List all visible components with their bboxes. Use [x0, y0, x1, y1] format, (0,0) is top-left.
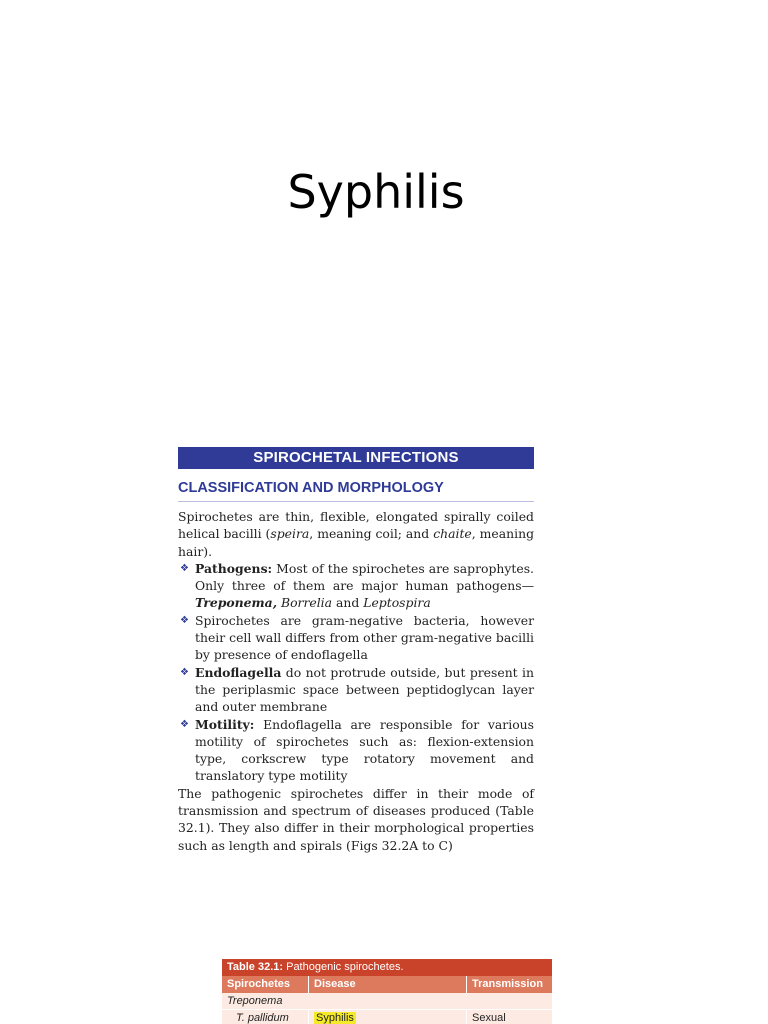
- bullet-lead: Motility:: [195, 716, 255, 732]
- bullet-text: Spirochetes are gram-negative bacteria, however their cell wall differs from other gram-negative bacilli by presence of endoflagella: [195, 612, 534, 663]
- table-header-row: [222, 976, 552, 993]
- group-label: Treponema: [227, 995, 283, 1007]
- table-caption-lead: Table 32.1:: [227, 961, 284, 973]
- diamond-bullet-icon: ❖: [180, 718, 189, 730]
- diamond-bullet-icon: ❖: [180, 666, 189, 678]
- bullet-text: and: [332, 595, 364, 611]
- closing-paragraph: The pathogenic spirochetes differ in their mode of transmission and spectrum of diseases produced (Table 32.1). They also differ in their morphological properties such as length and spirals (Figs 32.2A to C): [178, 785, 534, 853]
- column-header: Transmission: [472, 978, 543, 990]
- intro-term-speira: speira: [270, 526, 310, 542]
- table-cell: Sexual: [472, 1012, 506, 1024]
- column-header: Spirochetes: [222, 976, 309, 993]
- intro-text-a: Spirochetes are thin, flexible, elongated spirally coiled helical bacilli (: [178, 509, 534, 542]
- bullet-term: Borrelia: [280, 595, 333, 611]
- table-caption-text: Pathogenic spirochetes.: [283, 961, 404, 973]
- intro-text-b: , meaning coil; and: [309, 526, 434, 542]
- list-item: [178, 612, 534, 664]
- bullet-text: do not protrude outside, but present in the periplasmic space between peptidoglycan layer and outer membrane: [195, 664, 534, 715]
- table-group-row: [222, 993, 552, 1010]
- list-item: [178, 664, 534, 716]
- diamond-bullet-icon: ❖: [180, 562, 189, 574]
- bullet-term: Leptospira: [363, 595, 431, 611]
- highlighted-disease: Syphilis: [316, 1012, 354, 1024]
- bullet-lead: Endoflagella: [195, 664, 282, 680]
- slide-title: Syphilis: [287, 165, 465, 219]
- intro-paragraph: [178, 508, 534, 560]
- table-cell: T. pallidum: [222, 1010, 309, 1024]
- bullet-text: Most of the spirochetes are saprophytes. Only three of them are major human pathogens—: [195, 560, 534, 594]
- table-caption: [222, 959, 552, 976]
- intro-text-c: , meaning hair).: [178, 526, 534, 559]
- bullet-list: [178, 560, 534, 785]
- list-item: [178, 716, 534, 785]
- bullet-term: Treponema,: [195, 595, 278, 611]
- section-heading: CLASSIFICATION AND MORPHOLOGY: [178, 479, 534, 502]
- diamond-bullet-icon: ❖: [180, 614, 189, 626]
- bullet-text: Endoflagella are responsible for various motility of spirochetes such as: flexion-extension type, corkscrew type rotatory movement and translatory type motility: [195, 716, 534, 784]
- intro-term-chaite: chaite: [433, 526, 472, 542]
- list-item: [178, 560, 534, 612]
- column-header: Disease: [309, 976, 467, 993]
- table-row: [222, 1010, 552, 1024]
- chapter-banner: SPIROCHETAL INFECTIONS: [178, 447, 534, 469]
- table-cell: [309, 1010, 467, 1024]
- textbook-excerpt: [178, 447, 534, 857]
- pathogenic-spirochetes-table: [222, 959, 552, 1024]
- bullet-lead: Pathogens:: [195, 560, 273, 576]
